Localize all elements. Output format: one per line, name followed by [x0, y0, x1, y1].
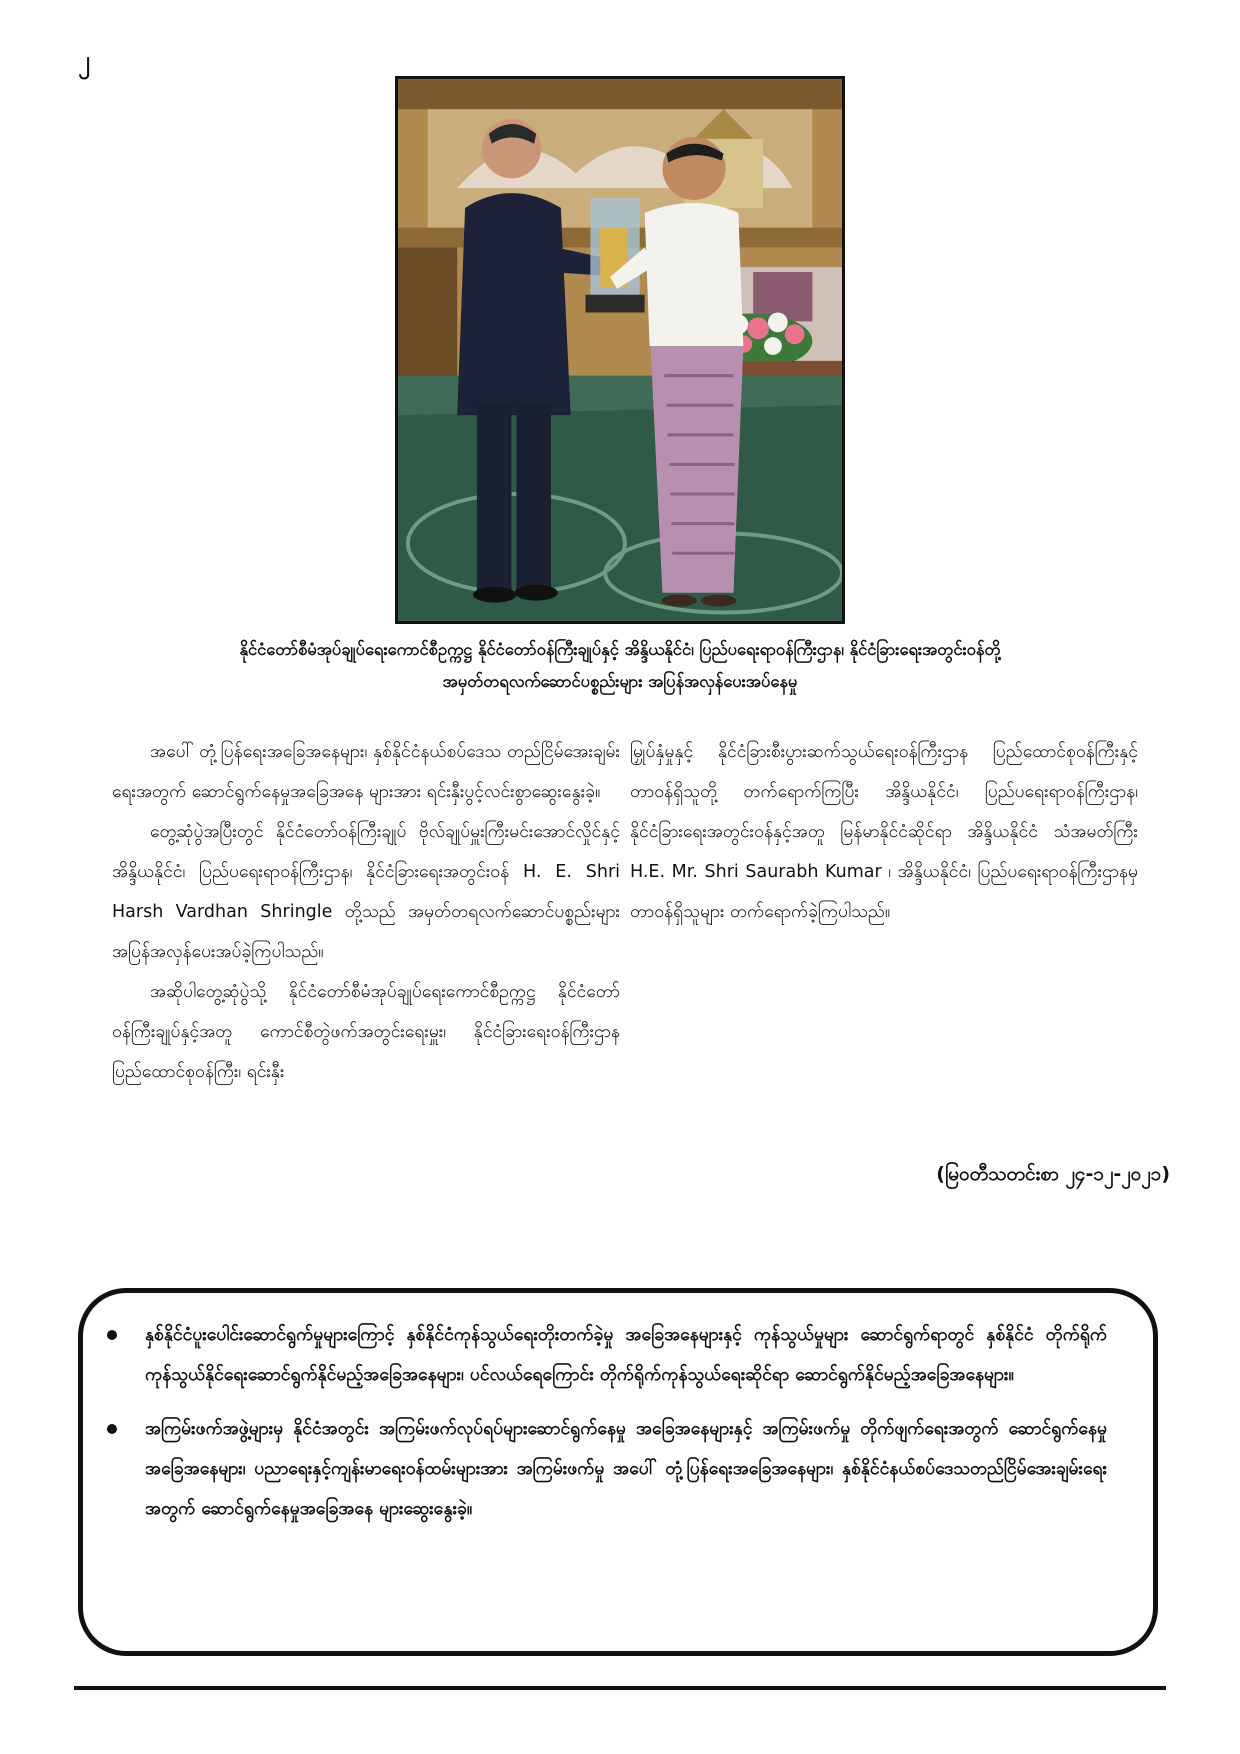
bottom-rule: [74, 1686, 1166, 1690]
news-source: (မြဝတီသတင်းစာ ၂၄-၁၂-၂၀၂၁): [936, 1163, 1170, 1185]
news-photo: [395, 76, 845, 624]
photo-illustration: [398, 79, 842, 621]
page-number: ၂: [78, 46, 90, 74]
article-left-column: [112, 732, 620, 1092]
bullet-icon: [107, 1424, 117, 1434]
summary-list: [83, 1293, 1153, 1529]
bullet-icon: [107, 1330, 117, 1340]
article-paragraph: အပေါ် တုံ့ပြန်ရေးအခြေအနေများ၊ နှစ်နိုင်ငံနယ်စပ်ဒေသ တည်ငြိမ်အေးချမ်းရေးအတွက် ဆောင်ရွက်နေမှုအခြေအနေ များအား ရင်းနှီးပွင့်လင်းစွာဆွေးနွေးခဲ့။: [112, 742, 620, 802]
article-paragraph: တွေ့ဆုံပွဲအပြီးတွင် နိုင်ငံတော်ဝန်ကြီးချုပ် ဗိုလ်ချုပ်မှူးကြီးမင်းအောင်လှိုင်နှင့် အိန္ဒိယနိုင်ငံ၊ ပြည်ပရေးရာဝန်ကြီးဌာန၊ နိုင်ငံခြားရေးအတွင်းဝန် H. E. Shri Harsh Vardhan Shringle တို့သည် အမှတ်တရလက်ဆောင်ပစ္စည်းများ အပြန်အလှန်ပေးအပ်ခဲ့ကြပါသည်။: [112, 822, 620, 962]
summary-item: [145, 1315, 1107, 1395]
longyi: [651, 346, 744, 593]
summary-box: [78, 1288, 1158, 1656]
caption-line: အမှတ်တရလက်ဆောင်ပစ္စည်းများ အပြန်အလှန်ပေးအပ်နေမှု: [442, 672, 798, 691]
article-paragraph: မြှုပ်နှံမှုနှင့် နိုင်ငံခြားစီးပွားဆက်သွယ်ရေးဝန်ကြီးဌာန ပြည်ထောင်စုဝန်ကြီးနှင့် တာဝန်ရှိသူတို့ တက်ရောက်ကြပြီး အိန္ဒိယနိုင်ငံ၊ ပြည်ပရေးရာဝန်ကြီးဌာန၊ နိုင်ငံခြားရေးအတွင်းဝန်နှင့်အတူ မြန်မာနိုင်ငံဆိုင်ရာ အိန္ဒိယနိုင်ငံ သံအမတ်ကြီး H.E. Mr. Shri Saurabh Kumar ၊ အိန္ဒိယနိုင်ငံ၊ ပြည်ပရေးရာဝန်ကြီးဌာနမှ တာဝန်ရှိသူများ တက်ရောက်ခဲ့ကြပါသည်။: [630, 742, 1138, 922]
summary-item: [145, 1409, 1107, 1529]
article-paragraph: အဆိုပါတွေ့ဆုံပွဲသို့ နိုင်ငံတော်စီမံအုပ်ချုပ်ရေးကောင်စီဥက္ကဋ္ဌ နိုင်ငံတော်ဝန်ကြီးချုပ်နှင့်အတူ ကောင်စီတွဲဖက်အတွင်းရေးမှူး၊ နိုင်ငံခြားရေးဝန်ကြီးဌာန ပြည်ထောင်စုဝန်ကြီး၊ ရင်းနှီး: [112, 982, 620, 1082]
article-right-column: [630, 732, 1138, 932]
summary-item-text: အကြမ်းဖက်အဖွဲ့များမှ နိုင်ငံအတွင်း အကြမ်းဖက်လုပ်ရပ်များဆောင်ရွက်နေမှု အခြေအနေများနှင့် အကြမ်းဖက်မှု တိုက်ဖျက်ရေးအတွက် ဆောင်ရွက်နေမှုအခြေအနေများ၊ ပညာရေးနှင့်ကျန်းမာရေးဝန်ထမ်းများအား အကြမ်းဖက်မှု အပေါ် တုံ့ပြန်ရေးအခြေအနေများ၊ နှစ်နိုင်ငံနယ်စပ်ဒေသတည်ငြိမ်အေးချမ်းရေးအတွက် ဆောင်ရွက်နေမှုအခြေအနေ များဆွေးနွေးခဲ့။: [145, 1419, 1107, 1519]
caption-line: နိုင်ငံတော်စီမံအုပ်ချုပ်ရေးကောင်စီဥက္ကဋ္ဌ နိုင်ငံတော်ဝန်ကြီးချုပ်နှင့် အိန္ဒိယနိုင်ငံ၊ ပြည်ပရေးရာဝန်ကြီးဌာန၊ နိုင်ငံခြားရေးအတွင်းဝန်တို့: [239, 640, 1001, 659]
photo-caption: [70, 634, 1170, 698]
summary-item-text: နှစ်နိုင်ငံပူးပေါင်းဆောင်ရွက်မှုများကြောင့် နှစ်နိုင်ငံကုန်သွယ်ရေးတိုးတက်ခဲ့မှု အခြေအနေများနှင့် ကုန်သွယ်မှုများ ဆောင်ရွက်ရာတွင် နှစ်နိုင်ငံ တိုက်ရိုက်ကုန်သွယ်နိုင်ရေးဆောင်ရွက်နိုင်မည့်အခြေအနေများ၊ ပင်လယ်ရေကြောင်း တိုက်ရိုက်ကုန်သွယ်ရေးဆိုင်ရာ ဆောင်ရွက်နိုင်မည့်အခြေအနေများ။: [145, 1325, 1107, 1385]
